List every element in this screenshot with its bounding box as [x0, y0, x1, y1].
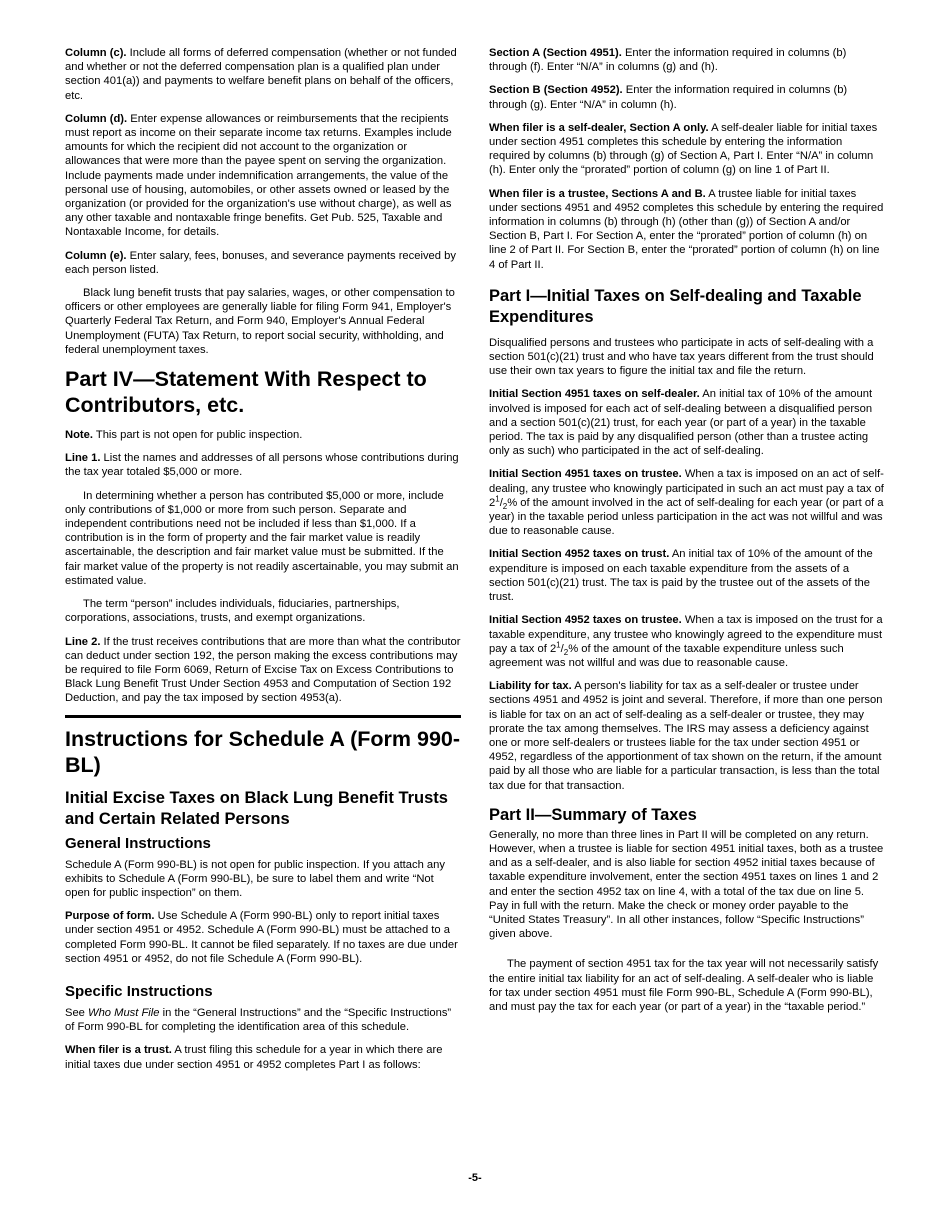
trustee-4951-paragraph: Initial Section 4951 taxes on trustee. When a tax is imposed on an act of self-dealing, any trustee who knowingly participated in such an act must pay a tax of $2^1/_2\%$ of the amount involved in the act of self-dealing for each year (or part of a year) in the taxable period unless participation in the act was not willful and was due to reasonable cause. — [489, 468, 884, 538]
general-instructions-paragraph: Schedule A (Form 990-BL) is not open for public inspection. If you attach any exhibits to Schedule A (Form 990-BL), be sure to label them and write “Not open for public inspection” on them. — [65, 858, 445, 899]
note-paragraph: Note. This part is not open for public inspection. — [65, 429, 303, 442]
self-dealer-tax-paragraph: Initial Section 4951 taxes on self-dealer. An initial tax of 10% of the amount involved is imposed for each act of self-dealing between a disqualified person and a section 501(c)(21) trust, for each year (or part of a year) in the taxable period. The tax is paid by any disqualified person (other than a trustee acting only as such) who participated in the act of self-dealing. — [489, 388, 873, 458]
trustee-4952-paragraph: Initial Section 4952 taxes on trustee. When a tax is imposed on the trust for a taxable expenditure, any trustee who knowingly agreed to the expenditure must pay a tax of $2^1/_2\%$ of the amount of the taxable expenditure unless such agreement was not willful and was due to reasonable cause. — [489, 614, 883, 669]
part-iv-heading: Part IV—Statement With Respect to Contributors, etc. — [65, 367, 427, 418]
column-c-paragraph: Column (c). Include all forms of deferred compensation (whether or not funded and whether or not the deferred compensation plan is a qualified plan under section 401(a)) and payments to welfare benefit plans on behalf of the officers, etc. — [65, 47, 457, 102]
line-1-paragraph: Line 1. List the names and addresses of all persons whose contributions during the tax year totaled $5,000 or more. — [65, 452, 459, 479]
see-paragraph: See Who Must File in the “General Instructions” and the “Specific Instructions” of Form 990-BL for completing the identification area of this schedule. — [65, 1006, 452, 1034]
excise-taxes-heading: Initial Excise Taxes on Black Lung Benefit Trusts and Certain Related Persons — [65, 788, 448, 828]
determining-paragraph: In determining whether a person has contributed $5,000 or more, include only contributions of $1,000 or more from such person. Separate and independent contributions need not be included if less than $1,000. If a contribution is in the form of property and the fair market value is readily ascertainable, the description and fair market value must be submitted. If the fair market value of the property is not readily ascertainable, you may submit an estimated value. — [65, 489, 459, 587]
trust-4952-paragraph: Initial Section 4952 taxes on trust. An initial tax of 10% of the amount of the expenditure is imposed on each taxable expenditure from the assets of a section 501(c)(21) trust. The tax is paid by the trustee out of the assets of the trust. — [489, 548, 873, 604]
section-b-paragraph: Section B (Section 4952). Enter the information required in columns (b) through (g). Enter “N/A” in column (h). — [489, 84, 848, 111]
part-ii-paragraph: Generally, no more than three lines in Part II will be completed on any return. However, when a trustee is liable for section 4951 initial taxes, both as a trustee and as a self-dealer, and is also liable for section 4952 initial taxes because of taxable expenditure involvement, enter the section 4951 taxes on lines 1 and 2 and enter the section 4952 tax on line 4, with a total of the tax due on line 5. Pay in full with the return. Make the check or money order payable to the “United States Treasury”. In all other instances, follow “Specific Instructions” given above. — [489, 828, 884, 941]
left-column — [65, 46, 461, 1081]
liability-paragraph: Liability for tax. A person's liability for tax as a self-dealer or trustee under sections 4951 and 4952 is joint and several. Therefore, if more than one person is liable for tax on an act of self-dealing as a self-dealer or trustee, they may prorate the tax among themselves. The IRS may assess a deficiency against one or more self-dealers or trustees liable for the tax under section 4951 or 4952, regardless of the apportionment of tax shown on the return, if the amount paid by all those who are liable for a particular transaction, is less than the total tax due for that transaction. — [489, 680, 883, 792]
part-i-paragraph: Disqualified persons and trustees who participate in acts of self-dealing with a section 501(c)(21) trust and who have tax years different from the trust should use their own tax years to figure the initial tax and file the return. — [489, 336, 874, 378]
page-number: -5- — [468, 1172, 482, 1184]
line-2-paragraph: Line 2. If the trust receives contributions that are more than what the contributor can deduct under section 192, the person making the excess contributions may be required to file Form 6069, Return of Excise Tax on Excess Contributions to Black Lung Benefit Trust Under Section 4953 and Computation of Section 192 Deduction, and pay the tax imposed by section 4953(a). — [65, 635, 461, 705]
right-column — [489, 46, 885, 1023]
payment-paragraph: The payment of section 4951 tax for the tax year will not necessarily satisfy the entire initial tax liability for an act of self-dealing. A self-dealer who is liable for tax under section 4951 must file Form 990-BL, Schedule A (Form 990-BL), and must pay the tax for each year (or part of a year) in the “taxable period.” — [489, 958, 879, 1013]
section-a-paragraph: Section A (Section 4951). Enter the information required in columns (b) through (f). Enter “N/A” in columns (g) and (h). — [489, 47, 847, 74]
general-instructions-heading: General Instructions — [65, 834, 211, 852]
section-divider — [65, 715, 461, 718]
column-e-paragraph: Column (e). Enter salary, fees, bonuses, and severance payments received by each person listed. — [65, 249, 456, 276]
schedule-a-heading: Instructions for Schedule A (Form 990-BL) — [65, 726, 461, 777]
black-lung-paragraph: Black lung benefit trusts that pay salaries, wages, or other compensation to officers or other employees are generally liable for filing Form 941, Employer's Quarterly Federal Tax Return, and Form 940, Employer's Annual Federal Unemployment (FUTA) Tax Return, to report social security, withholding, and federal unemployment taxes. — [65, 287, 455, 356]
person-term-paragraph: The term “person” includes individuals, fiduciaries, partnerships, corporations, associations, trusts, and exempt organizations. — [65, 598, 400, 625]
purpose-paragraph: Purpose of form. Use Schedule A (Form 990-BL) only to report initial taxes under section 4951 or 4952. Schedule A (Form 990-BL) must be attached to a completed Form 990-BL. It cannot be filed separately. If no taxes are due under section 4951 or 4952, do not file Schedule A (Form 990-BL). — [65, 910, 458, 965]
self-dealer-paragraph: When filer is a self-dealer, Section A only. A self-dealer liable for initial taxes under section 4951 completes this schedule by entering the information required by columns (b) through (g) of Section A, Part I. Enter “N/A” in column (h). Enter only the “prorated” portion of column (g) on line 1 of Part II. — [489, 121, 878, 177]
trust-filer-paragraph: When filer is a trust. A trust filing this schedule for a year in which there are initial taxes due under section 4951 or 4952 completes Part I as follows: — [65, 1044, 443, 1071]
trustee-paragraph: When filer is a trustee, Sections A and B. A trustee liable for initial taxes under sections 4951 and 4952 completes this schedule by entering the required information in columns (b) through (h) (other than (g)) of Section A and/or Section B, Part I. For Section A, enter the “prorated” portion of column (h) on line 2 of Part II. For Section B, enter the “prorated” portion of column (h) on line 4 of Part II. — [489, 187, 884, 271]
specific-instructions-heading: Specific Instructions — [65, 982, 213, 1000]
part-ii-heading: Part II—Summary of Taxes — [489, 805, 697, 824]
column-d-paragraph: Column (d). Enter expense allowances or reimbursements that the recipients must report as income on their separate income tax returns. Examples include amounts for which the recipient did not account to the organization or allowances that were more than the payee spent on serving the organization. Include payments made under indemnification arrangements, the value of the personal use of housing, automobiles, or other assets owned or leased by the organization (or provided for the organization's use without charge), as well as any other taxable and nontaxable fringe benefits. Get Pub. 525, Taxable and Nontaxable Income, for details. — [65, 112, 452, 239]
part-i-heading: Part I—Initial Taxes on Self-dealing and Taxable Expenditures — [489, 286, 862, 326]
